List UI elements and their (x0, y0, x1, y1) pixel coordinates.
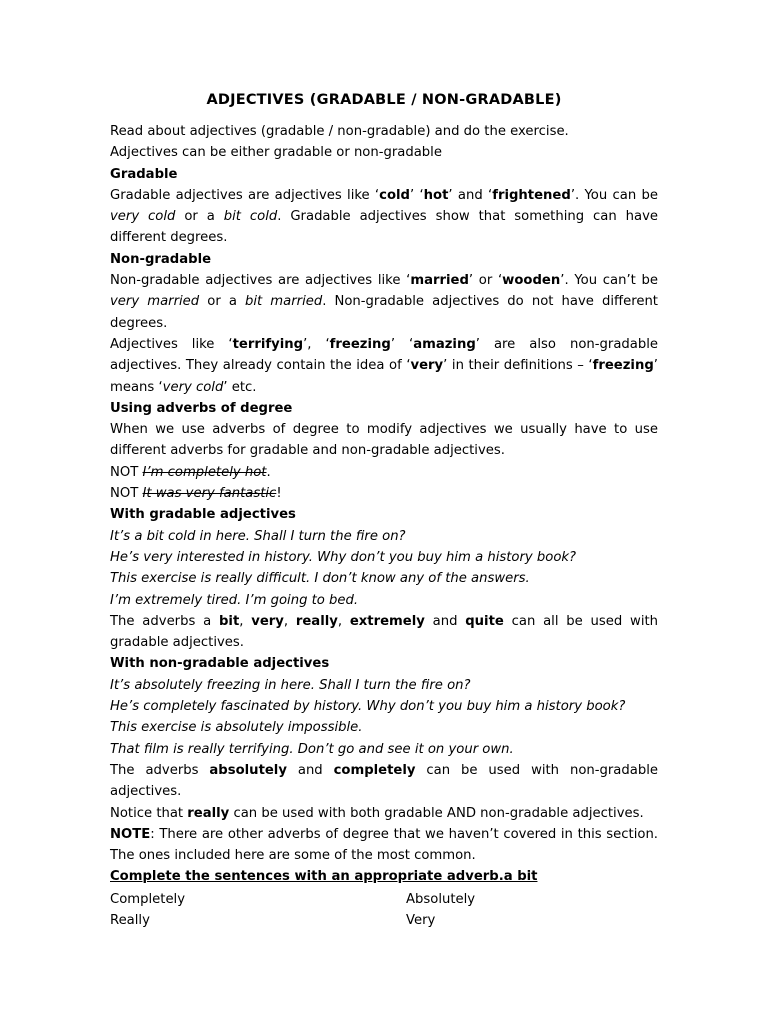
non-gradable-adverbs-paragraph: The adverbs absolutely and completely can be used with non-gradable adjectives. (110, 762, 658, 800)
bold-term: bit (218, 613, 240, 629)
example-sentence: He’s completely fascinated by history. Why don’t you buy him a history book? (110, 699, 626, 715)
example-sentence: That film is really terrifying. Don’t go and see it on your own. (110, 741, 514, 757)
adverb-option: Absolutely (406, 891, 476, 907)
section-heading-with-non-gradable: With non-gradable adjectives (110, 656, 330, 672)
struck-example: It was very fantastic (142, 486, 277, 502)
adverb-option: Really (110, 912, 150, 928)
italic-term: very married (110, 294, 200, 310)
note-label: NOTE (110, 826, 151, 842)
bold-term: very (251, 613, 284, 629)
wrong-example: NOT It was very fantastic! (110, 486, 282, 502)
intro-line: Read about adjectives (gradable / non-gradable) and do the exercise. (110, 124, 569, 139)
gradable-paragraph: Gradable adjectives are adjectives like ‘cold’ ‘hot’ and ‘frightened’. You can be very cold or a bit cold. Gradable adjectives show that something can have different degrees. (110, 187, 658, 246)
italic-term: bit married (245, 294, 323, 310)
wrong-example: NOT I’m completely hot. (110, 464, 271, 480)
bold-term: freezing (592, 358, 654, 374)
bold-term: completely (333, 762, 416, 778)
bold-term: married (410, 273, 469, 289)
bold-term: very (410, 358, 444, 374)
gradable-adverbs-paragraph: The adverbs a bit, very, really, extremely and quite can all be used with gradable adjectives. (110, 613, 659, 651)
example-sentence: It’s absolutely freezing in here. Shall I turn the fire on? (110, 677, 471, 693)
bold-term: cold (379, 187, 410, 203)
section-heading-gradable: Gradable (110, 166, 178, 182)
bold-term: extremely (349, 613, 425, 629)
bold-term: absolutely (209, 762, 287, 778)
page-title: ADJECTIVES (GRADABLE / NON-GRADABLE) (206, 92, 562, 108)
intro-line: Adjectives can be either gradable or non-gradable (110, 145, 442, 161)
bold-term: terrifying (232, 336, 304, 352)
adverb-options-grid (110, 889, 658, 932)
adverb-option: Very (406, 912, 436, 928)
bold-term: frightened (492, 187, 571, 203)
section-heading-with-gradable: With gradable adjectives (110, 507, 296, 523)
section-heading-adverbs: Using adverbs of degree (110, 400, 293, 416)
note-paragraph: NOTE: There are other adverbs of degree that we haven’t covered in this section. The ones included here are some of the most common. (110, 826, 658, 864)
bold-term: wooden (502, 273, 561, 289)
struck-example: I’m completely hot (142, 464, 267, 480)
italic-term: bit cold (223, 209, 278, 225)
bold-term: amazing (413, 336, 476, 352)
italic-term: very cold (162, 379, 224, 395)
adverb-option: Completely (110, 891, 186, 907)
example-sentence: He’s very interested in history. Why don’t you buy him a history book? (110, 549, 577, 565)
italic-term: very cold (110, 209, 176, 225)
non-gradable-paragraph: Non-gradable adjectives are adjectives like ‘married’ or ‘wooden’. You can’t be very married or a bit married. Non-gradable adjectives do not have different degrees. (110, 273, 658, 331)
exercise-instruction: Complete the sentences with an appropriate adverb.a bit (110, 869, 538, 885)
notice-paragraph: Notice that really can be used with both gradable AND non-gradable adjectives. (110, 805, 644, 821)
section-heading-non-gradable: Non-gradable (110, 251, 212, 267)
non-gradable-paragraph: Adjectives like ‘terrifying’, ‘freezing’ ‘amazing’ are also non-gradable adjectives. They already contain the idea of ‘very’ in their definitions – ‘freezing’ means ‘very cold’ etc. (110, 336, 658, 395)
bold-term: freezing (329, 336, 391, 352)
example-sentence: It’s a bit cold in here. Shall I turn the fire on? (110, 528, 406, 544)
example-sentence: I’m extremely tired. I’m going to bed. (110, 592, 359, 608)
bold-term: hot (423, 187, 449, 203)
adverbs-paragraph: When we use adverbs of degree to modify adjectives we usually have to use different adverbs for gradable and non-gradable adjectives. (110, 422, 658, 459)
example-sentence: This exercise is really difficult. I don’t know any of the answers. (110, 571, 530, 587)
document-body (110, 121, 658, 931)
bold-term: really (295, 613, 338, 629)
bold-term: quite (465, 613, 504, 629)
bold-term: really (187, 805, 230, 821)
example-sentence: This exercise is absolutely impossible. (110, 720, 363, 736)
